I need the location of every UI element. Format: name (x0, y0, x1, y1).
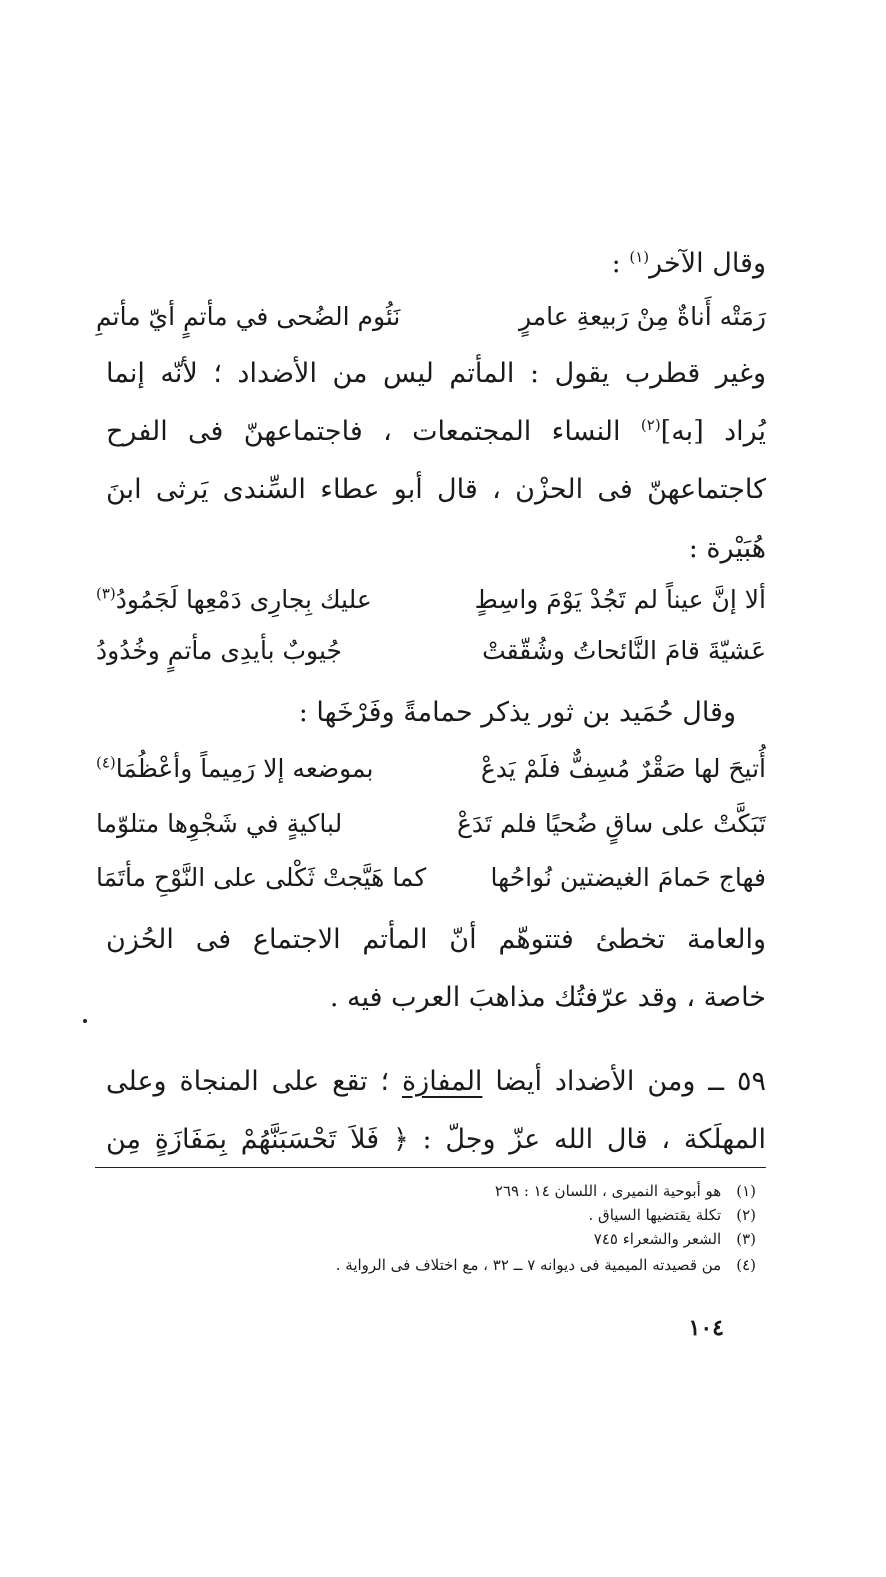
intro-colon: : (611, 248, 630, 279)
verse-6 (96, 859, 766, 897)
footnote-marker: (٢) (640, 416, 661, 434)
verse-text: بموضعه إلا رَمِيماً وأعْظُمَا (115, 754, 374, 783)
prose-line-2: وغير قطرب يقول : المأتم ليس من الأضداد ؛ لأنّه إنما (106, 358, 766, 389)
verse-hemistich-first: أُتيحَ لها صَقْرٌ مُسِفٌّ فلَمْ يَدعْ (480, 754, 766, 783)
footnote-2 (96, 1204, 756, 1226)
verse-5 (96, 805, 766, 843)
entry-keyword: المفازة (402, 1066, 483, 1097)
verse-text: عليك بِجارِى دَمْعِها لَجَمُودُ (115, 585, 372, 614)
footnote-text: هو أبوحية النميرى ، اللسان ١٤ : ٢٦٩ (494, 1182, 722, 1200)
footnote-marker: (١) (629, 248, 650, 266)
verse-hemistich-first: رَمَتْه أَناةٌ مِنْ رَبيعةِ عامرٍ (519, 302, 766, 331)
verse-hemistich-first: عَشيّةَ قامَ النَّائحاتُ وشُقّقتْ (482, 636, 766, 665)
footnote-number: (٣) (736, 1230, 756, 1248)
footnote-text: من قصيدته الميمية فى ديوانه ٧ ــ ٣٢ ، مع اختلاف فى الرواية . (335, 1256, 722, 1274)
footnote-4 (96, 1254, 756, 1276)
verse-hemistich-second: جُيوبٌ بأيدِى مأتمٍ وخُدُودُ (96, 636, 342, 665)
stray-mark (83, 1019, 87, 1023)
footnote-marker: (٣) (96, 584, 116, 603)
entry-text: ٥٩ ــ ومن الأضداد أيضا (482, 1066, 766, 1097)
verse-hemistich-first: ألا إنَّ عيناً لم تَجُدْ يَوْمَ واسِطٍ (474, 585, 766, 614)
footnote-1 (96, 1180, 756, 1202)
prose-line-5: هُبَيْرة : (688, 533, 766, 564)
verse-2 (96, 581, 766, 619)
prose-text: يُراد [به] (660, 416, 767, 447)
verse-hemistich-first: فهاج حَمامَ الغيضتين نُواحُها (490, 863, 766, 892)
verse-hemistich-second: لباكيةٍ في شَجْوِها متلوّما (96, 809, 343, 838)
prose-line-7: والعامة تخطئ فتتوهّم أنّ المأتم الاجتماع فى الحُزن (106, 924, 766, 955)
prose-text: النساء المجتمعات ، فاجتماعهنّ فى الفرح (106, 416, 641, 447)
entry-59-line-1 (106, 1063, 766, 1101)
entry-59-line-2: المهلَكة ، قال الله عزّ وجلّ : ﴿ فَلاَ تَحْسَبَنَّهُمْ بِمَفَازَةٍ مِن (106, 1124, 766, 1155)
intro-line-1 (106, 245, 766, 283)
prose-line-3 (106, 413, 766, 451)
intro-text: وقال الآخر (649, 248, 766, 279)
footnote-3 (96, 1228, 756, 1250)
verse-hemistich-first: تَبَكَّتْ على ساقٍ ضُحيًا فلم تَدَعْ (457, 809, 766, 838)
verse-hemistich-second: نَئُوم الضُحى في مأتمٍ أيّ مأتمِ (96, 302, 401, 331)
footnote-text: الشعر والشعراء ٧٤٥ (593, 1230, 722, 1248)
footnote-divider (95, 1167, 766, 1168)
footnote-text: تكلة يقتضيها السياق . (588, 1206, 722, 1224)
footnote-number: (١) (736, 1182, 756, 1200)
prose-line-6: وقال حُمَيد بن ثور يذكر حمامةً وفَرْخَها : (298, 697, 736, 728)
verse-4 (96, 750, 766, 788)
footnote-marker: (٤) (96, 753, 116, 772)
prose-line-8: خاصة ، وقد عرّفتُك مذاهبَ العرب فيه . (329, 982, 766, 1013)
entry-text: ؛ تقع على المنجاة وعلى (106, 1066, 403, 1097)
footnote-number: (٢) (736, 1206, 756, 1224)
footnote-number: (٤) (736, 1256, 756, 1274)
verse-hemistich-second: كما هَيَّجتْ ثَكْلى على النَّوْحِ مأتَمَا (96, 863, 427, 892)
verse-hemistich-second (96, 750, 373, 788)
verse-1 (96, 298, 766, 336)
page-number: ١٠٤ (688, 1315, 724, 1341)
verse-3 (96, 632, 766, 670)
verse-hemistich-second (96, 581, 372, 619)
prose-line-4: كاجتماعهنّ فى الحزْن ، قال أبو عطاء السِّندى يَرثى ابنَ (106, 474, 766, 505)
